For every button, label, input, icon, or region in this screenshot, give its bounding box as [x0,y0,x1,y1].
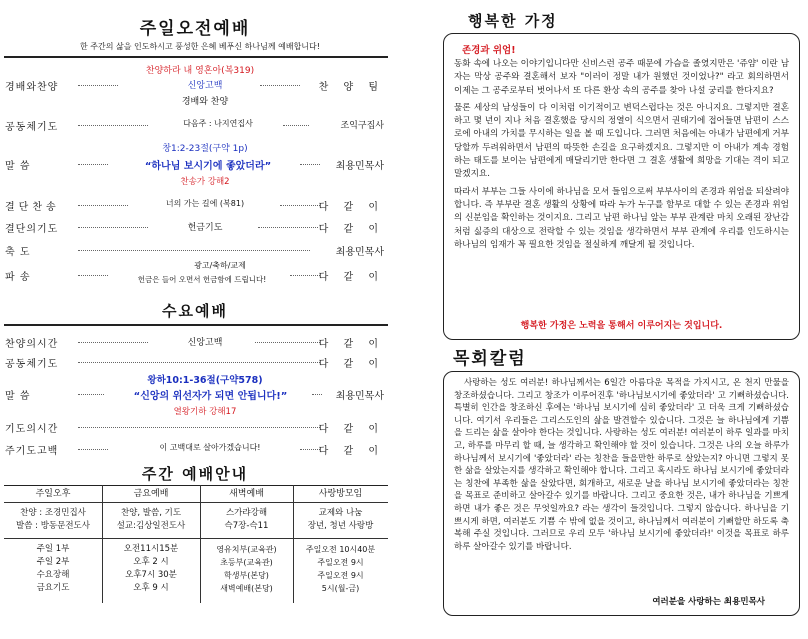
order-label: 축 도 [5,247,31,258]
order-label: 말 씀 [5,391,31,402]
order-row [0,243,388,257]
cell-line: 주일 2부 [36,557,70,567]
dot-leader [300,164,320,165]
scripture-ref: 왕하10:1-36절(구약578) [147,375,263,386]
cell-line: 설교:김상일전도사 [116,521,186,531]
family-box [443,33,800,340]
family-paragraph: 따라서 부부는 그들 사이에 하나님을 모셔 들임으로써 부부사이의 존경과 위엄을 되살려야 합니다. 즉 부부란 결혼 생활의 상황에 따라 누가 누구를 함부로 대할 수 있는 존경과 위엄의 신분임을 확인하는 것이지요. 그리고 남편 하나님 앞는 부부 관계란 마치 오래된 장난감처럼 싫증의 대상으로 전락할 수 있는 것임을 생각하면서 부부 관계에 우리를 인도하시는 하나님의 임재가 꼭 필요한 것임을 절실하게 깨달게 될 것입니다. [454,186,789,250]
offering-note: 헌금은 들어 오면서 헌금함에 드립니다! [137,275,267,284]
order-row [0,355,388,369]
cell-line: 주일 1부 [36,544,70,554]
order-item: 너의 가는 길에 (복81) [165,199,245,208]
order-row [0,78,388,92]
cell-line: 찬양 : 조경민집사 [20,508,86,518]
dot-leader [78,394,104,395]
cell-line: 초등부(교육관) [220,558,273,567]
order-leader: 찬 양 팀 [318,82,384,93]
table-header-border [4,502,388,503]
order-row [0,335,388,349]
cell-line: 영유치부(교육관) [216,545,277,554]
order-item: 이 고백대로 살아가겠습니다! [159,443,261,452]
order-item: 다음주 : 나지연집사 [183,119,253,128]
cell-line: 주일오전 9시 [317,571,364,580]
order-label: 파 송 [5,272,31,283]
divider [4,56,388,58]
dot-leader [300,449,320,450]
dot-leader [78,342,148,343]
cell-line: 장년, 청년 사랑방 [307,521,374,531]
cell-line: 수요장해 [36,570,70,580]
dot-leader [78,275,108,276]
order-leader: 다 같 이 [318,272,384,283]
book-study: 열왕기하 강해17 [173,407,237,417]
dot-leader [255,342,320,343]
order-row [0,220,388,234]
order-label: 주기도고백 [5,446,59,457]
table-header: 주일오후 [35,489,71,499]
dot-leader [283,125,309,126]
order-leader: 최용민목사 [335,247,384,258]
order-leader: 다 같 이 [318,424,384,435]
dot-leader [312,394,322,395]
cell-line: 오후7시 30분 [125,570,177,580]
order-row [0,118,388,132]
table-header: 금요예배 [133,489,169,499]
table-cell [200,543,293,595]
table-cell [4,507,102,533]
worship-subtitle: 한 주간의 삶을 인도하시고 풍성한 은혜 베푸신 하나님께 예배합니다! [80,42,320,51]
dot-leader [280,205,320,206]
order-label: 공동체기도 [5,122,59,133]
order-row [0,157,388,171]
table-cell [293,543,388,595]
table-top-border [4,485,388,486]
dot-leader [78,427,320,428]
order-item-sub: 경배와 찬양 [181,97,229,107]
table-cell [102,543,200,595]
dot-leader [78,125,148,126]
sermon-title: “하나님 보시기에 좋았더라” [144,161,272,172]
order-item: 헌금기도 [187,223,223,233]
cell-line: 오후 9 시 [133,583,169,593]
order-item: 신앙고백 [187,338,223,348]
weekly-title: 주간 예배안내 [141,465,249,483]
table-cell [293,507,388,533]
dot-leader [260,85,300,86]
order-label: 결단찬송 [5,202,60,213]
hymn-note: 찬양하라 내 영혼아(복319) [145,66,255,76]
cell-line: 금요기도 [36,583,70,593]
order-leader: 다 같 이 [318,224,384,235]
dot-leader [78,227,148,228]
column-title: 목회칼럼 [453,349,527,369]
order-leader: 다 같 이 [318,359,384,370]
order-leader: 다 같 이 [318,446,384,457]
sermon-title: “신앙의 위선자가 되면 안됩니다!” [133,391,288,402]
column-box [443,371,800,616]
cell-line: 주일오전 9시 [317,558,364,567]
cell-line: 5시(월-금) [321,584,360,593]
dot-leader [290,275,320,276]
order-label: 기도의시간 [5,424,59,435]
table-cell [200,507,293,533]
order-label: 찬양의시간 [5,339,59,350]
table-row-border [4,538,388,539]
worship-title: 주일오전예배 [139,19,251,39]
dot-leader [78,164,108,165]
dot-leader [78,449,108,450]
order-row [0,198,388,212]
cell-line: 새벽예배(본당) [220,584,273,593]
cell-line: 스가랴강해 [225,508,268,518]
column-signature: 여러분을 사랑하는 최용민목사 [652,597,765,607]
dot-leader [78,205,128,206]
order-leader: 다 같 이 [318,202,384,213]
cell-line: 찬양, 발씀, 기도 [120,508,182,518]
family-paragraph: 동화 속에 나오는 이야기입니다만 신비스런 공주 때문에 가슴을 졸였지만은 '쥬얌' 이란 남자는 막상 공주와 결혼해서 보자 "이러이 정말 내가 원했던 것이었나?" 라고 회의하면서 이제는 그 공주로부터 벗어나서 또 다른 환상 속의 공주를 찾아 나설 궁리를 한다지요? [454,59,789,96]
dot-leader [78,250,310,251]
cell-line: 교제와 나눔 [318,508,363,518]
column-body: 사랑하는 성도 여러분! 하나님께서는 6일간 아름다운 목적을 가지시고, 온 천지 만물을 창조하셨습니다. 그리고 창조가 이루어진후 '하나님보시기에 좋았더라' 고 기뻐하셨습니다. 특별히 인간을 창조하신 후에는 '하나님 보시기에 심히 좋았더라' 고 더욱 크게 기뻐하셨습니다. 여기서 우리들은 그리스도인의 삶을 발견할수 있습니다. 그것은 늘 하나님에게 기쁨을 드리는 삶을 살아야 한다는 것입니다. 사랑하는 성도 여러분! 여러분이 하루 일과를 마치고, 하루를 마무리 할 때, 늘 생각하고 확인해야 할 것이 있습니다. 그것은 나의 오늘 하루가 하나님께서 보시기에 '좋았더라' 라는 칭찬을 들을만한 하루로 살았는지? 아니면 그렇지 못한 삶을 살았는지를 생각하고 확인해야 합니다. 그리고 혹시라도 하나님 보시기에 좋았더라는 칭찬에 부족한 삶을 살았다면, 회개하고, 새로운 날을 하나님 보시기에 좋았더라는 칭찬을 목표로 준비하고 살아갈수 있기를 바랍니다. 그리고 중요한 것은, 내가 하나님을 기쁘게 하면 내가 좋은 것은 무엇일까요? 라는 생각이 들것입니다. 그렇지 않습니다. 하나님을 기쁘시게 하면, 여러분도 기쁨 수 밖에 없을 것이고, 하나님께서 여러분이 기뻐할만 하도록 축복해 주실 것입니다. 그러므로 우리 모두 '하나님 보시기에 좋았더라!' 이것을 목표로 하루 하루 살아갈수 있기를 바랍니다. [454,378,789,552]
cell-line: 오후 2 시 [133,557,169,567]
cell-line: 학생부(본당) [224,571,269,580]
order-label: 경배와찬양 [5,82,59,93]
table-header: 새벽예배 [229,489,264,499]
family-subtitle: 존경과 위엄! [462,45,516,56]
family-closing: 행복한 가정은 노력을 통해서 이루어지는 것입니다. [520,321,723,331]
cell-line: 오전11시15분 [123,544,179,554]
dot-leader [258,227,318,228]
family-paragraph: 물론 세상의 남성들이 다 이처럼 이기적이고 변덕스럽다는 것은 아니지요. 그렇지만 결혼하고 몇 년이 지나 처음 결혼했을 당시의 정열이 식으면서 권태기에 접어들면 남편이 스스로에 아내의 가치를 무시하는 일을 볼 때 도입니다. 그러면 처음에는 아내가 남편에게 거부당할까 두려워하면서 남편의 따뜻한 손길을 요구하겠지요. 그렇지만 이 아내가 계속 경험하는 태도를 보이는 남편에게 매달리기만 한다면 그 결혼 생활에 희망을 기대는 격이 되고 말겠지요. [454,102,789,180]
order-leader: 다 같 이 [318,339,384,350]
order-leader: 조익구집사 [340,121,384,131]
table-cell [4,543,102,595]
order-row [0,420,388,434]
order-leader: 최용민목사 [335,391,384,402]
cell-line: 발씀 : 방동문전도사 [16,521,90,531]
dot-leader [78,362,320,363]
cell-line: 주일오전 10시40분 [305,545,376,554]
order-row [0,387,388,401]
order-row [0,442,388,456]
order-item: 광고/축하/교제 [194,261,246,270]
family-body [454,58,789,252]
cell-line: 슥7장-슥11 [224,521,269,531]
order-label: 말 씀 [5,161,31,172]
hymn-study: 찬송가 강해2 [180,177,230,187]
order-leader: 최용민목사 [335,161,384,172]
wednesday-title: 수요예배 [162,302,228,320]
table-header: 사랑방모임 [318,489,363,499]
order-label: 결단의기도 [5,224,59,235]
family-title: 행복한 가정 [468,12,558,30]
dot-leader [78,85,118,86]
order-item: 신앙고백 [187,81,223,91]
divider [4,324,388,326]
table-cell [102,507,200,533]
scripture-ref: 창1:2-23절(구약 1p) [162,144,248,154]
order-label: 공동체기도 [5,359,59,370]
